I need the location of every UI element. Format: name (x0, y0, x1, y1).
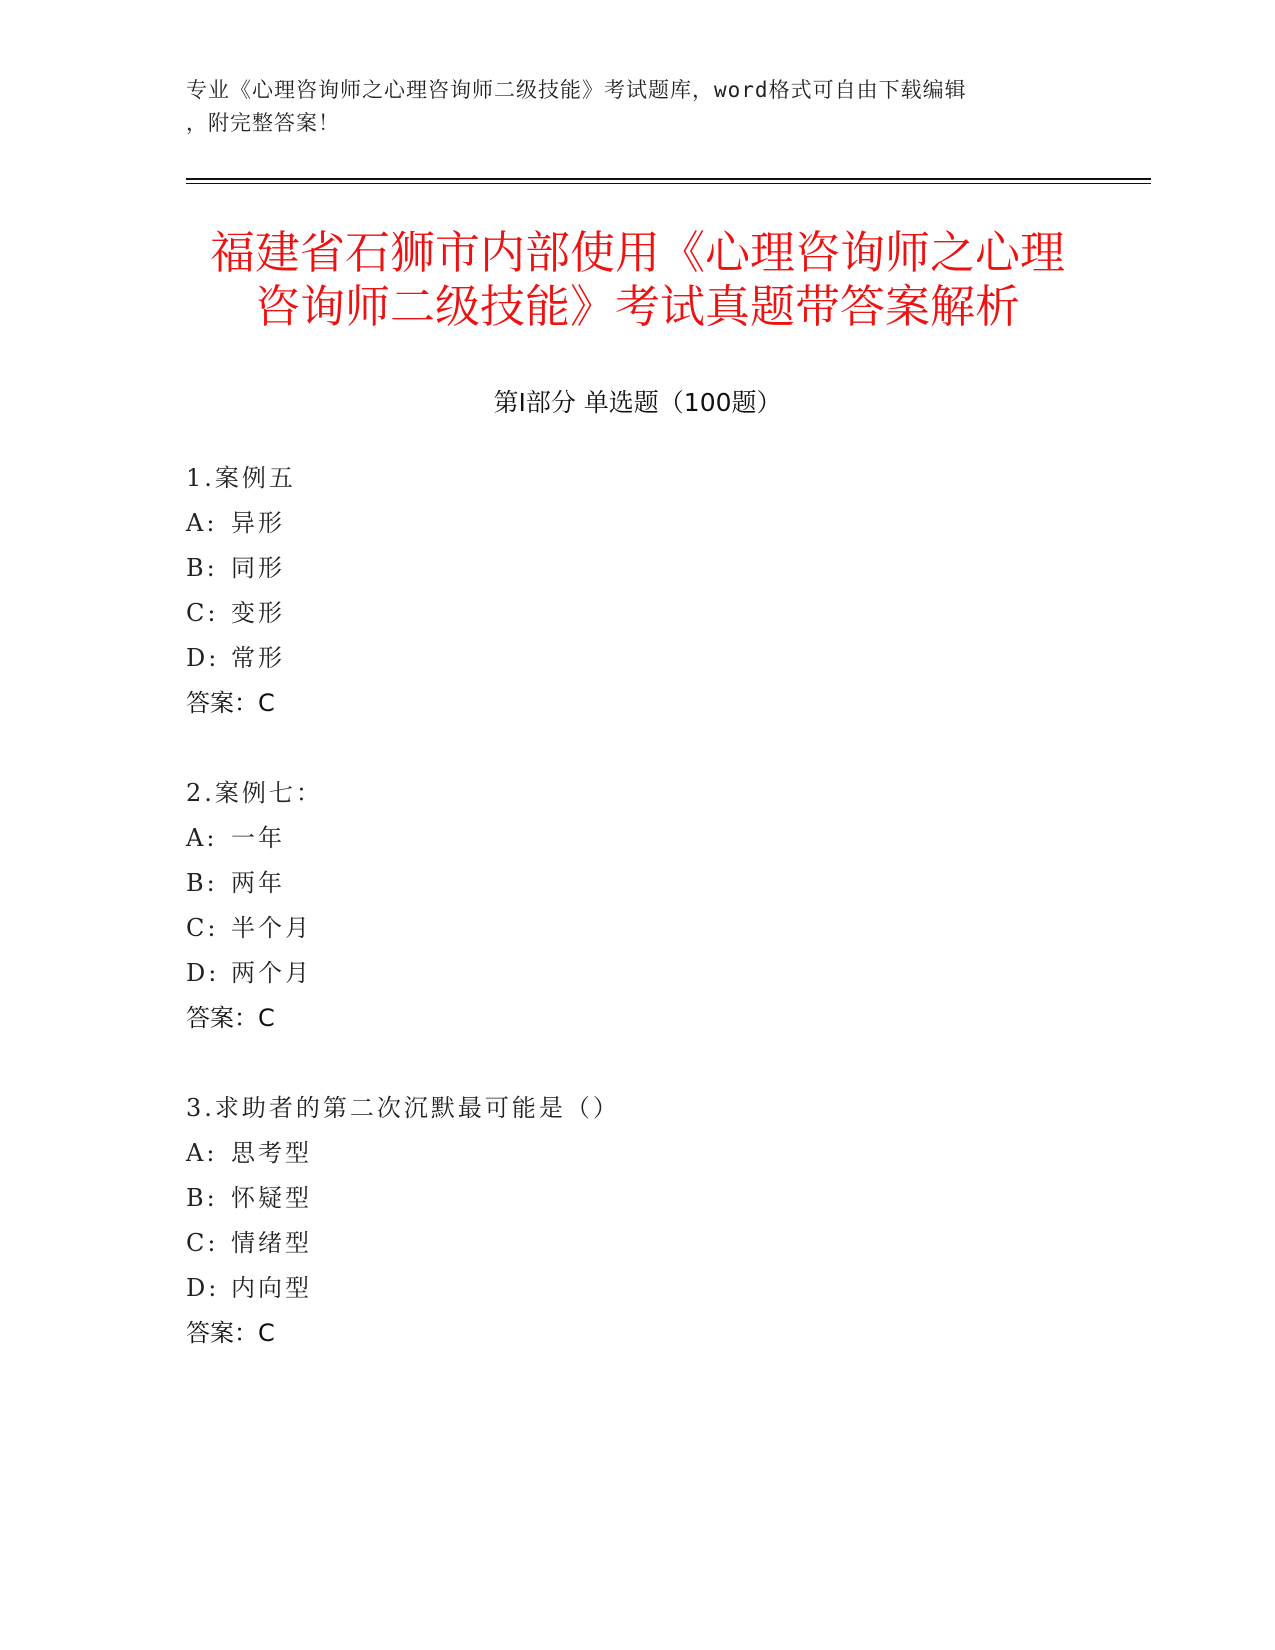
header-note-line-1: 专业《心理咨询师之心理咨询师二级技能》考试题库，word格式可自由下载编辑 (186, 78, 967, 102)
option-letter: B: (186, 869, 218, 897)
option-text: 一年 (231, 824, 285, 852)
answer-line: 答案：C (186, 689, 275, 717)
option-letter: A: (186, 1139, 218, 1167)
answer-line: 答案：C (186, 1319, 275, 1347)
question-stem: 3.求助者的第二次沉默最可能是（） (186, 1094, 620, 1122)
option-text: 两个月 (231, 959, 312, 987)
option-letter: D: (186, 644, 220, 672)
option-text: 常形 (231, 644, 285, 672)
option-d (186, 636, 1086, 681)
option-letter: B: (186, 554, 218, 582)
option-text: 思考型 (231, 1139, 312, 1167)
option-letter: A: (186, 509, 218, 537)
option-text: 内向型 (231, 1274, 312, 1302)
question-3 (186, 1086, 1086, 1356)
option-b (186, 1176, 1086, 1221)
section-heading: 第Ⅰ部分 单选题（100题） (493, 388, 782, 417)
option-letter: A: (186, 824, 218, 852)
option-text: 异形 (231, 509, 285, 537)
document-title-line-1: 福建省石狮市内部使用《心理咨询师之心理 (209, 226, 1065, 279)
option-text: 同形 (231, 554, 285, 582)
option-a (186, 816, 1086, 861)
header-divider-thin (186, 183, 1151, 184)
answer-line: 答案：C (186, 1004, 275, 1032)
option-letter: C: (186, 599, 219, 627)
option-c (186, 906, 1086, 951)
option-text: 半个月 (231, 914, 312, 942)
header-note (186, 74, 1086, 140)
option-c (186, 1221, 1086, 1266)
question-stem: 2.案例七： (186, 779, 323, 807)
option-text: 情绪型 (231, 1229, 312, 1257)
document-title (120, 226, 1155, 334)
document-title-line-2: 咨询师二级技能》考试真题带答案解析 (254, 280, 1020, 333)
option-letter: C: (186, 1229, 219, 1257)
option-a (186, 501, 1086, 546)
option-letter: C: (186, 914, 219, 942)
option-d (186, 1266, 1086, 1311)
question-stem: 1.案例五 (186, 464, 296, 492)
question-1 (186, 456, 1086, 726)
option-text: 怀疑型 (231, 1184, 312, 1212)
option-letter: D: (186, 1274, 220, 1302)
option-b (186, 861, 1086, 906)
option-text: 两年 (231, 869, 285, 897)
option-text: 变形 (231, 599, 285, 627)
header-divider-thick (186, 178, 1151, 180)
option-b (186, 546, 1086, 591)
question-2 (186, 771, 1086, 1041)
option-d (186, 951, 1086, 996)
option-letter: B: (186, 1184, 218, 1212)
option-c (186, 591, 1086, 636)
option-letter: D: (186, 959, 220, 987)
option-a (186, 1131, 1086, 1176)
header-note-line-2: ，附完整答案！ (186, 111, 340, 135)
